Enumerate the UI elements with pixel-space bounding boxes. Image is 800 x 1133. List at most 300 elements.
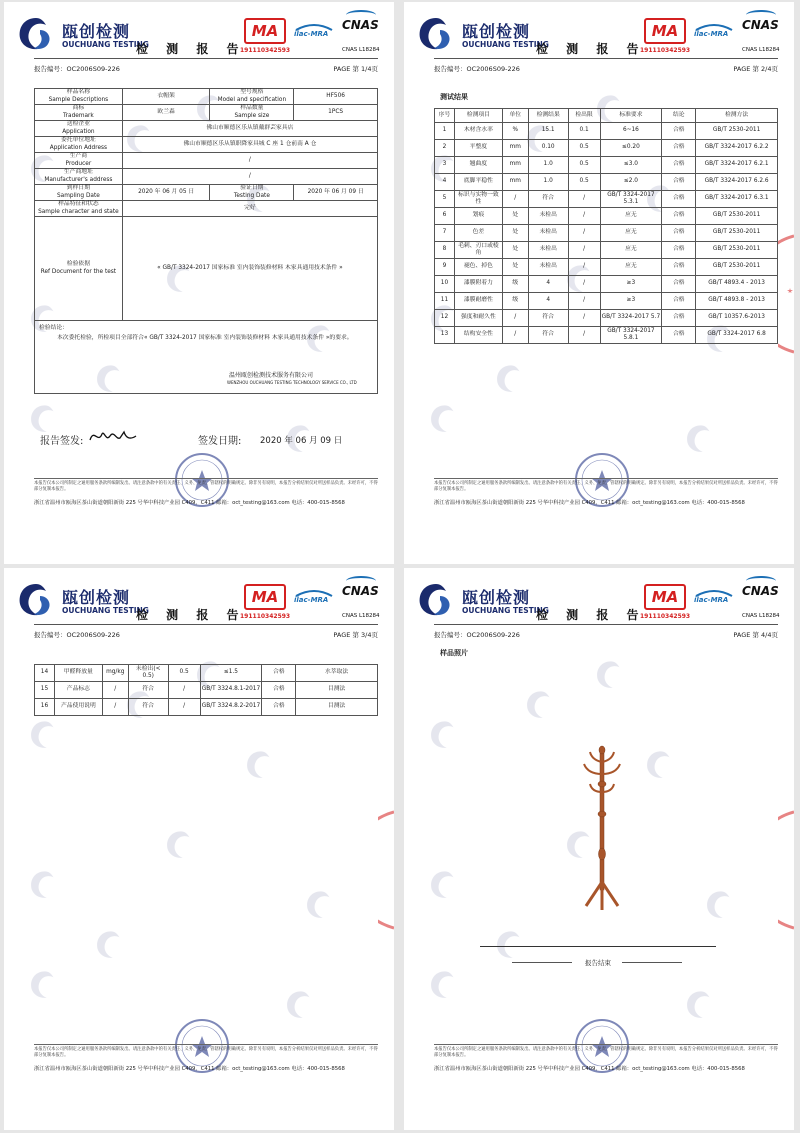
cma-mark-text: MA xyxy=(651,22,679,40)
table-cell: 强度和耐久性 xyxy=(454,310,502,327)
report-page-2 xyxy=(404,2,794,564)
table-row xyxy=(35,121,378,137)
table-cell: 产品使用说明 xyxy=(54,699,102,716)
brand-name-cn: 瓯创检测 xyxy=(462,22,531,41)
table-cell: / xyxy=(168,682,200,699)
cma-mark-text: MA xyxy=(651,588,679,606)
sample-qty-label: 样品数量 Sample size xyxy=(210,105,294,121)
watermark-logo-icon xyxy=(644,748,678,782)
header-divider xyxy=(434,624,778,625)
table-cell: 13 xyxy=(435,327,455,344)
applicant-address-label: 委托单位地址 Application Address xyxy=(35,137,123,153)
table-row xyxy=(35,153,378,169)
applicant-value: 佛山市顺德区乐从镇戴群芸家具店 xyxy=(122,121,377,137)
table-cell: 4 xyxy=(528,276,568,293)
table-cell: / xyxy=(102,682,128,699)
table-cell: 漆膜耐磨性 xyxy=(454,293,502,310)
table-cell: 平整度 xyxy=(454,140,502,157)
producer-value: / xyxy=(122,153,377,169)
report-title: 检 测 报 告 xyxy=(136,42,246,56)
sample-name-value: 衣帽架 xyxy=(122,89,210,105)
table-cell: 合格 xyxy=(662,276,696,293)
table-cell: 合格 xyxy=(662,123,696,140)
table-cell: 水萃取法 xyxy=(296,665,378,682)
cma-number: 191110342593 xyxy=(640,47,691,54)
results-section-title: 测试结果 xyxy=(440,93,468,101)
report-page-1 xyxy=(4,2,394,564)
watermark-logo-icon xyxy=(244,748,278,782)
table-cell: 0.5 xyxy=(568,174,600,191)
table-cell: 合格 xyxy=(662,140,696,157)
table-cell: ≤2.0 xyxy=(600,174,662,191)
table-cell: 合格 xyxy=(662,157,696,174)
table-row xyxy=(435,140,778,157)
report-number: 报告编号：OC2006S09-226 xyxy=(434,65,520,73)
table-cell: 未检出 xyxy=(528,259,568,276)
table-cell: 色差 xyxy=(454,225,502,242)
table-cell: 14 xyxy=(35,665,55,682)
cnas-number: CNAS L18284 xyxy=(742,47,780,53)
table-cell: / xyxy=(568,259,600,276)
table-row xyxy=(435,293,778,310)
table-row xyxy=(435,123,778,140)
table-row xyxy=(35,217,378,321)
table-cell: GB/T 3324-2017 6.2.2 xyxy=(696,140,778,157)
watermark-logo-icon xyxy=(594,658,628,692)
edge-stamp-icon xyxy=(778,234,794,354)
table-cell: 处 xyxy=(502,208,528,225)
report-header xyxy=(404,2,794,62)
brand-name-en: OUCHUANG TESTING xyxy=(62,40,149,49)
table-cell: 7 xyxy=(435,225,455,242)
table-cell: 合格 xyxy=(662,225,696,242)
table-cell: 合格 xyxy=(662,259,696,276)
table-cell: 毛刺、刃口或棱角 xyxy=(454,242,502,259)
sign-label: 报告签发: xyxy=(40,436,84,447)
table-cell: 处 xyxy=(502,242,528,259)
table-cell: 0.5 xyxy=(568,140,600,157)
col-header: 检测方法 xyxy=(696,109,778,123)
watermark-logo-icon xyxy=(28,868,62,902)
trademark-label: 商标 Trademark xyxy=(35,105,123,121)
ouchuang-logo-icon xyxy=(416,16,456,52)
cnas-number: CNAS L18284 xyxy=(342,47,380,53)
report-header xyxy=(4,2,394,62)
footer-address: 浙江省温州市瓯海区茶山街道朝阳新街 225 号华中科技产业园 C409、C411 邮箱：oct_testing@163.com 电话：400-015-8568 xyxy=(34,1066,345,1072)
table-cell: GB/T 4893.4 - 2013 xyxy=(696,276,778,293)
table-cell: 底脚平稳性 xyxy=(454,174,502,191)
table-cell: 合格 xyxy=(662,293,696,310)
table-cell: / xyxy=(568,208,600,225)
table-cell: 符合 xyxy=(128,682,168,699)
cma-number: 191110342593 xyxy=(640,613,691,620)
table-cell: mm xyxy=(502,157,528,174)
table-cell: 16 xyxy=(35,699,55,716)
report-page-4 xyxy=(404,568,794,1130)
table-cell: ≤1.5 xyxy=(200,665,262,682)
sampling-date-value: 2020 年 06 月 05 日 xyxy=(122,185,210,201)
footer-note: 本报告仅本公司所制定之通用服务条款所编制发出。请注意条款中的有关责任、义务、免责、管辖权的明确规定。除非另有说明，本报告分析结果仅对所送样品负责。未经许可，不得部分复制本报告。 xyxy=(434,481,778,493)
footer-divider xyxy=(34,1044,378,1045)
org-name-en: WENZHOU OUCHUANG TESTING TECHNOLOGY SERVICE CO., LTD xyxy=(227,380,357,385)
table-row xyxy=(435,225,778,242)
footer-address: 浙江省温州市瓯海区茶山街道朝阳新街 225 号华中科技产业园 C409、C411 邮箱：oct_testing@163.com 电话：400-015-8568 xyxy=(434,500,745,506)
table-cell: 产品标志 xyxy=(54,682,102,699)
conclusion-title: 检验结论： xyxy=(39,325,68,331)
table-cell: 15 xyxy=(35,682,55,699)
table-cell: 合格 xyxy=(662,327,696,344)
report-header xyxy=(4,568,394,628)
table-cell: GB/T 2530-2011 xyxy=(696,208,778,225)
footer-divider xyxy=(434,478,778,479)
header-divider xyxy=(34,58,378,59)
table-cell: 目测法 xyxy=(296,699,378,716)
table-cell: 处 xyxy=(502,259,528,276)
report-title: 检 测 报 告 xyxy=(536,608,646,622)
table-cell: / xyxy=(568,327,600,344)
table-cell: 0.10 xyxy=(528,140,568,157)
watermark-logo-icon xyxy=(94,928,128,962)
table-cell: 应无 xyxy=(600,208,662,225)
applicant-label: 送检企业 Application xyxy=(35,121,123,137)
applicant-address-value: 佛山市顺德区乐从镇职降家具城 C 座 1 仓前南 A 仓 xyxy=(122,137,377,153)
footer-note: 本报告仅本公司所制定之通用服务条款所编制发出。请注意条款中的有关责任、义务、免责、管辖权的明确规定。除非另有说明，本报告分析结果仅对所送样品负责。未经许可，不得部分复制本报告。 xyxy=(34,1047,378,1059)
table-cell: 褪色、掉色 xyxy=(454,259,502,276)
sign-date-label: 签发日期: xyxy=(198,436,242,447)
end-divider-left xyxy=(512,962,572,963)
header-divider xyxy=(34,624,378,625)
table-cell: 翘曲度 xyxy=(454,157,502,174)
table-cell: 合格 xyxy=(662,191,696,208)
table-cell: GB/T 3324-2017 6.2.6 xyxy=(696,174,778,191)
sampling-date-label: 到样日期 Sampling Date xyxy=(35,185,123,201)
table-cell: 15.1 xyxy=(528,123,568,140)
table-cell: 6~16 xyxy=(600,123,662,140)
model-value: HF506 xyxy=(294,89,378,105)
sample-photo-title: 样品照片 xyxy=(440,649,468,657)
brand-name-cn: 瓯创检测 xyxy=(62,588,131,607)
table-cell: / xyxy=(102,699,128,716)
ilac-mra-text: ilac-MRA xyxy=(294,596,329,604)
table-cell: 3 xyxy=(435,157,455,174)
table-cell: GB/T 4893.8 - 2013 xyxy=(696,293,778,310)
table-row xyxy=(435,259,778,276)
watermark-logo-icon xyxy=(28,968,62,1002)
org-name-cn: 温州瓯创检测技术服务有限公司 xyxy=(229,372,314,379)
table-row xyxy=(35,137,378,153)
sample-info-table xyxy=(34,88,378,321)
table-cell: 标识与实物一致性 xyxy=(454,191,502,208)
table-cell: 0.5 xyxy=(568,157,600,174)
table-row xyxy=(435,276,778,293)
table-cell: 应无 xyxy=(600,225,662,242)
cnas-logo-text: CNAS xyxy=(742,18,779,32)
col-header: 检测项目 xyxy=(454,109,502,123)
table-row xyxy=(35,105,378,121)
table-cell: 合格 xyxy=(662,208,696,225)
col-header: 单位 xyxy=(502,109,528,123)
ref-doc-label: 检验依据 Ref Document for the test xyxy=(35,217,123,321)
sample-qty-value: 1PCS xyxy=(294,105,378,121)
table-cell: 级 xyxy=(502,293,528,310)
cma-mark-icon xyxy=(244,584,286,610)
col-header: 结论 xyxy=(662,109,696,123)
table-cell: GB/T 3324-2017 5.8.1 xyxy=(600,327,662,344)
watermark-logo-icon xyxy=(428,968,462,1002)
table-header-row xyxy=(435,109,778,123)
ilac-mra-text: ilac-MRA xyxy=(694,30,729,38)
cma-number: 191110342593 xyxy=(240,47,291,54)
watermark-logo-icon xyxy=(684,422,718,456)
report-title: 检 测 报 告 xyxy=(136,608,246,622)
table-row xyxy=(435,208,778,225)
table-cell: 12 xyxy=(435,310,455,327)
table-cell: 符合 xyxy=(528,310,568,327)
cnas-logo-text: CNAS xyxy=(742,584,779,598)
table-row xyxy=(35,201,378,217)
table-row xyxy=(35,699,378,716)
table-cell: / xyxy=(568,293,600,310)
table-row xyxy=(435,242,778,259)
footer-divider xyxy=(34,478,378,479)
report-title: 检 测 报 告 xyxy=(536,42,646,56)
table-cell: 未检出(< 0.5) xyxy=(128,665,168,682)
table-cell: / xyxy=(568,276,600,293)
edge-stamp-icon xyxy=(778,810,794,930)
watermark-logo-icon xyxy=(28,402,62,436)
table-cell: / xyxy=(568,225,600,242)
sample-state-value: 完好 xyxy=(122,201,377,217)
end-divider-right xyxy=(622,962,682,963)
table-cell: 2 xyxy=(435,140,455,157)
watermark-logo-icon xyxy=(164,828,198,862)
cma-mark-icon xyxy=(644,18,686,44)
report-number: 报告编号：OC2006S09-226 xyxy=(34,631,120,639)
table-row xyxy=(35,185,378,201)
table-cell: / xyxy=(502,327,528,344)
report-page-3 xyxy=(4,568,394,1130)
table-cell: 10 xyxy=(435,276,455,293)
ilac-mra-text: ilac-MRA xyxy=(294,30,329,38)
results-table-continued xyxy=(34,664,378,716)
watermark-logo-icon xyxy=(28,718,62,752)
table-cell: / xyxy=(568,242,600,259)
watermark-logo-icon xyxy=(704,888,738,922)
sample-name-label: 样品名称 Sample Descriptions xyxy=(35,89,123,105)
table-row xyxy=(35,682,378,699)
producer-label: 生产商 Producer xyxy=(35,153,123,169)
watermark-logo-icon xyxy=(494,362,528,396)
page-indicator: PAGE 第 2/4页 xyxy=(733,65,778,73)
table-cell: / xyxy=(568,191,600,208)
table-cell: 木材含水率 xyxy=(454,123,502,140)
table-cell: 合格 xyxy=(262,699,296,716)
table-cell: 甲醛释放量 xyxy=(54,665,102,682)
table-cell: GB/T 2530-2011 xyxy=(696,225,778,242)
table-row xyxy=(435,327,778,344)
brand-name-en: OUCHUANG TESTING xyxy=(462,40,549,49)
table-row xyxy=(35,665,378,682)
table-cell: GB/T 10357.6-2013 xyxy=(696,310,778,327)
table-cell: 合格 xyxy=(662,310,696,327)
table-cell: GB/T 2530-2011 xyxy=(696,259,778,276)
signature-icon xyxy=(88,426,138,446)
cma-mark-text: MA xyxy=(251,22,279,40)
table-cell: 结构安全性 xyxy=(454,327,502,344)
edge-stamp-icon xyxy=(378,810,394,930)
table-row xyxy=(435,191,778,208)
table-cell: 1.0 xyxy=(528,174,568,191)
brand-name-cn: 瓯创检测 xyxy=(462,588,531,607)
end-divider xyxy=(480,946,716,947)
table-cell: 漆膜附着力 xyxy=(454,276,502,293)
table-cell: GB/T 3324-2017 6.2.1 xyxy=(696,157,778,174)
table-cell: 合格 xyxy=(662,242,696,259)
col-header: 检出限 xyxy=(568,109,600,123)
watermark-logo-icon xyxy=(684,988,718,1022)
watermark-logo-icon xyxy=(428,402,462,436)
watermark-logo-icon xyxy=(428,868,462,902)
table-cell: 符合 xyxy=(128,699,168,716)
report-number: 报告编号：OC2006S09-226 xyxy=(34,65,120,73)
watermark-logo-icon xyxy=(494,928,528,962)
table-cell: GB/T 3324.8.2-2017 xyxy=(200,699,262,716)
ouchuang-logo-icon xyxy=(416,582,456,618)
cma-mark-text: MA xyxy=(251,588,279,606)
watermark-logo-icon xyxy=(524,688,558,722)
table-cell: 1 xyxy=(435,123,455,140)
table-row xyxy=(435,174,778,191)
model-label: 型号规格 Model and specification xyxy=(210,89,294,105)
ilac-mra-text: ilac-MRA xyxy=(694,596,729,604)
table-cell: / xyxy=(502,191,528,208)
report-number: 报告编号：OC2006S09-226 xyxy=(434,631,520,639)
table-cell: GB/T 3324-2017 5.7 xyxy=(600,310,662,327)
table-cell: 5 xyxy=(435,191,455,208)
table-cell: 划痕 xyxy=(454,208,502,225)
producer-address-value: / xyxy=(122,169,377,185)
footer-address: 浙江省温州市瓯海区茶山街道朝阳新街 225 号华中科技产业园 C409、C411 邮箱：oct_testing@163.com 电话：400-015-8568 xyxy=(434,1066,745,1072)
table-cell: 符合 xyxy=(528,327,568,344)
cnas-number: CNAS L18284 xyxy=(342,613,380,619)
table-cell: ≥3 xyxy=(600,293,662,310)
table-cell: / xyxy=(168,699,200,716)
cma-number: 191110342593 xyxy=(240,613,291,620)
page-indicator: PAGE 第 4/4页 xyxy=(733,631,778,639)
table-row xyxy=(35,89,378,105)
report-header xyxy=(404,568,794,628)
table-row xyxy=(435,310,778,327)
table-cell: 9 xyxy=(435,259,455,276)
table-cell: 11 xyxy=(435,293,455,310)
table-cell: 0.1 xyxy=(568,123,600,140)
producer-address-label: 生产商地址 Manufacturer's address xyxy=(35,169,123,185)
trademark-value: 欧兰森 xyxy=(122,105,210,121)
table-cell: 应无 xyxy=(600,242,662,259)
col-header: 序号 xyxy=(435,109,455,123)
table-cell: GB/T 3324.8.1-2017 xyxy=(200,682,262,699)
watermark-logo-icon xyxy=(428,718,462,752)
table-cell: 应无 xyxy=(600,259,662,276)
table-cell: 处 xyxy=(502,225,528,242)
ref-doc-value: « GB/T 3324-2017 国家标准 室内装饰装修材料 木家具通用技术条件 » xyxy=(122,217,377,321)
table-cell: 4 xyxy=(528,293,568,310)
table-cell: 0.5 xyxy=(168,665,200,682)
table-row xyxy=(435,157,778,174)
table-cell: 级 xyxy=(502,276,528,293)
cma-mark-icon xyxy=(244,18,286,44)
table-cell: 1.0 xyxy=(528,157,568,174)
table-cell: ≥3 xyxy=(600,276,662,293)
table-cell: 未检出 xyxy=(528,208,568,225)
ouchuang-logo-icon xyxy=(16,582,56,618)
table-cell: 未检出 xyxy=(528,225,568,242)
footer-note: 本报告仅本公司所制定之通用服务条款所编制发出。请注意条款中的有关责任、义务、免责、管辖权的明确规定。除非另有说明，本报告分析结果仅对所送样品负责。未经许可，不得部分复制本报告。 xyxy=(434,1047,778,1059)
footer-divider xyxy=(434,1044,778,1045)
page-indicator: PAGE 第 1/4页 xyxy=(333,65,378,73)
col-header: 标准要求 xyxy=(600,109,662,123)
testing-date-label: 验证日期 Testing Date xyxy=(210,185,294,201)
table-cell: mm xyxy=(502,140,528,157)
table-cell: 合格 xyxy=(262,665,296,682)
results-table xyxy=(434,108,778,344)
conclusion-text: 本次委托检验，所检项目全部符合« GB/T 3324-2017 国家标准 室内装饰装修材料 木家具通用技术条件 »的要求。 xyxy=(57,335,353,341)
testing-date-value: 2020 年 06 月 09 日 xyxy=(294,185,378,201)
table-cell: 合格 xyxy=(662,174,696,191)
table-cell: ≤0.20 xyxy=(600,140,662,157)
table-cell: 符合 xyxy=(528,191,568,208)
table-cell: 4 xyxy=(435,174,455,191)
sign-date-value: 2020 年 06 月 09 日 xyxy=(260,436,343,446)
footer-note: 本报告仅本公司所制定之通用服务条款所编制发出。请注意条款中的有关责任、义务、免责、管辖权的明确规定。除非另有说明，本报告分析结果仅对所送样品负责。未经许可，不得部分复制本报告。 xyxy=(34,481,378,493)
cma-mark-icon xyxy=(644,584,686,610)
table-cell: ≤3.0 xyxy=(600,157,662,174)
table-cell: GB/T 3324-2017 6.8 xyxy=(696,327,778,344)
table-cell: GB/T 2530-2011 xyxy=(696,123,778,140)
conclusion-box xyxy=(34,320,378,394)
table-cell: GB/T 3324-2017 5.3.1 xyxy=(600,191,662,208)
table-cell: GB/T 2530-2011 xyxy=(696,242,778,259)
cnas-number: CNAS L18284 xyxy=(742,613,780,619)
table-row xyxy=(35,169,378,185)
table-cell: GB/T 3324-2017 6.3.1 xyxy=(696,191,778,208)
table-cell: 合格 xyxy=(262,682,296,699)
watermark-logo-icon xyxy=(304,888,338,922)
header-divider xyxy=(434,58,778,59)
report-end-text: 报告结束 xyxy=(585,959,611,967)
table-cell: 6 xyxy=(435,208,455,225)
brand-name-cn: 瓯创检测 xyxy=(62,22,131,41)
brand-name-en: OUCHUANG TESTING xyxy=(462,606,549,615)
brand-name-en: OUCHUANG TESTING xyxy=(62,606,149,615)
cnas-logo-text: CNAS xyxy=(342,18,379,32)
table-cell: / xyxy=(502,310,528,327)
coat-rack-photo-icon xyxy=(572,744,632,914)
table-cell: 8 xyxy=(435,242,455,259)
table-cell: / xyxy=(568,310,600,327)
table-cell: 目测法 xyxy=(296,682,378,699)
footer-address: 浙江省温州市瓯海区茶山街道朝阳新街 225 号华中科技产业园 C409、C411 邮箱：oct_testing@163.com 电话：400-015-8568 xyxy=(34,500,345,506)
col-header: 检测结果 xyxy=(528,109,568,123)
cnas-logo-text: CNAS xyxy=(342,584,379,598)
ouchuang-logo-icon xyxy=(16,16,56,52)
sample-state-label: 样品特征和状态 Sample character and state xyxy=(35,201,123,217)
page-indicator: PAGE 第 3/4页 xyxy=(333,631,378,639)
table-cell: mg/kg xyxy=(102,665,128,682)
watermark-logo-icon xyxy=(284,988,318,1022)
table-cell: % xyxy=(502,123,528,140)
table-cell: 未检出 xyxy=(528,242,568,259)
